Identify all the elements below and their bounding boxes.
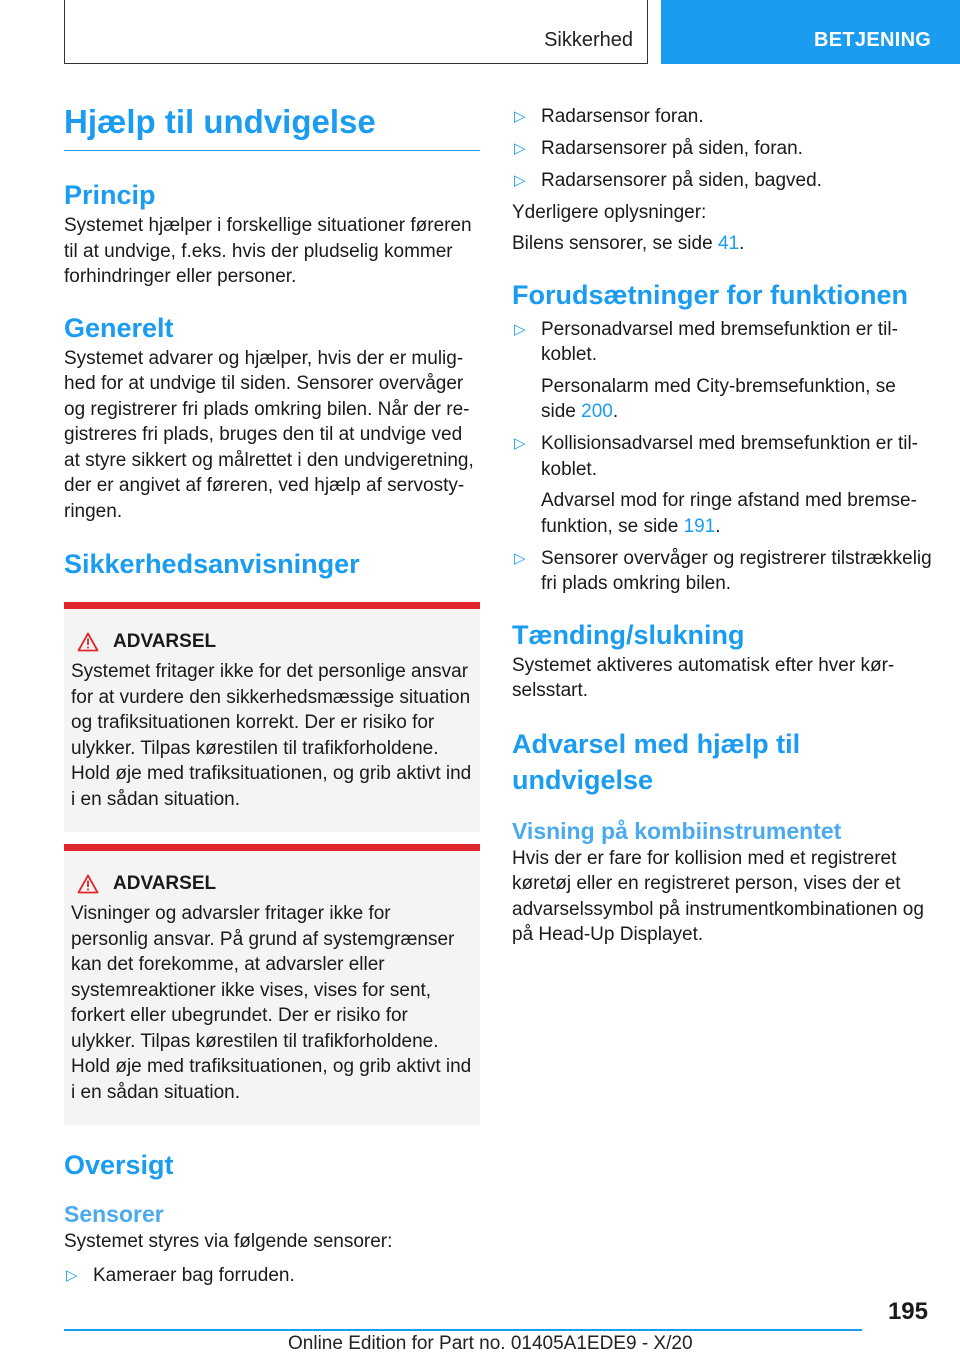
princip-text: Systemet hjælper i forskellige situationer føreren til at undvige, f.eks. hvis der pludselig kommer forhindringer eller personer. xyxy=(64,215,472,287)
header-section-tab xyxy=(64,0,648,64)
princip-heading: Princip xyxy=(64,180,156,210)
generelt-heading: Generelt xyxy=(64,312,174,343)
list-item-reference xyxy=(541,374,932,425)
list-item-reference xyxy=(541,488,932,539)
list-item xyxy=(64,1263,480,1289)
header-section-label: Sikkerhed xyxy=(544,29,633,51)
triangle-bullet-icon: ▷ xyxy=(514,140,526,157)
warning-text: Visninger og advarsler fritager ikke for personlig ansvar. På grund af systemgrænser kan det forekomme, at advarsler eller systemreaktioner ikke vises, vises for sent, forkert eller ubegrundet. Der er risiko for ulykker. Tilpas kørestilen til trafikforholdene. Hold øje med trafiksituationen, og grib aktivt ind i en sådan situation. xyxy=(71,903,472,1103)
list-item-text: Radarsensorer på siden, bagved. xyxy=(541,170,822,191)
list-item-text: Kollisionsadvarsel med bremsefunktion er tilkoblet. xyxy=(541,433,918,480)
page-number: 195 xyxy=(887,1298,928,1325)
warning-box-2 xyxy=(64,844,480,1125)
page-link-200[interactable]: 200 xyxy=(581,401,613,422)
right-column xyxy=(512,104,932,948)
header-chapter-tab xyxy=(661,0,960,64)
footer-edition: Online Edition for Part no. 01405A1EDE9 - X/20 xyxy=(288,1333,693,1354)
list-item-text: Radarsensor foran. xyxy=(541,106,704,127)
reference-text: Personalarm med City-bremsefunktion, se side xyxy=(541,375,896,422)
triangle-bullet-icon: ▷ xyxy=(514,172,526,189)
advarsel-heading: Advarsel med hjælp til undvigelse xyxy=(512,728,801,795)
list-item xyxy=(512,317,932,425)
header-chapter-label: BETJENING xyxy=(814,29,932,51)
warning-title-row xyxy=(71,871,472,897)
generelt-text: Systemet advarer og hjælper, hvis der er mulighed for at undvige til siden. Sensorer overvåger og registrerer fri plads omkring bilen. Når der registreres fri plads, bruges den til at undvige ved at styre sikkert og målrettet i den undvigeretning, der er angivet af føreren, ved hjælp af servostyringen. xyxy=(64,347,474,522)
oversigt-text: Systemet styres via følgende sensorer: xyxy=(64,1231,393,1252)
triangle-bullet-icon: ▷ xyxy=(514,108,526,125)
sensors-reference xyxy=(512,231,932,257)
triangle-bullet-icon: ▷ xyxy=(514,549,526,567)
safety-heading: Sikkerhedsanvisninger xyxy=(64,549,360,579)
warning-title: ADVARSEL xyxy=(113,631,217,652)
advarsel-text: Hvis der er fare for kollision med et registreret køretøj eller en registreret person, vises der et advarselssymbol på instrumentkombinationen og på Head-Up Displayet. xyxy=(512,847,924,945)
sensor-list-left xyxy=(64,1263,480,1289)
list-item-text: Radarsensorer på siden, foran. xyxy=(541,138,803,159)
taending-heading: Tænding/slukning xyxy=(512,619,745,650)
list-item xyxy=(512,104,932,130)
warning-title: ADVARSEL xyxy=(113,873,217,894)
triangle-bullet-icon: ▷ xyxy=(514,435,526,452)
page-title: Hjælp til undvigelse xyxy=(64,100,480,151)
list-item xyxy=(512,546,932,597)
footer-divider xyxy=(64,1329,862,1331)
triangle-bullet-icon: ▷ xyxy=(514,320,526,338)
requirements-list xyxy=(512,317,932,597)
sensor-list-right xyxy=(512,104,932,194)
warning-triangle-icon xyxy=(77,632,99,652)
warning-triangle-icon xyxy=(77,874,99,894)
list-item xyxy=(512,431,932,539)
warning-title-row xyxy=(71,629,472,655)
oversigt-heading: Oversigt xyxy=(64,1150,174,1180)
more-info-label: Yderligere oplysninger: xyxy=(512,201,707,223)
warning-box-1 xyxy=(64,602,480,832)
triangle-bullet-icon: ▷ xyxy=(66,1266,78,1284)
page-link-41[interactable]: 41 xyxy=(717,233,740,254)
taending-text: Systemet aktiveres automatisk efter hver kørselsstart. xyxy=(512,654,895,701)
left-column xyxy=(64,100,480,1288)
reference-text: Advarsel mod for ringe afstand med bremsefunktion, se side xyxy=(541,490,917,537)
warning-text: Systemet fritager ikke for det personlige ansvar for at vurdere den sikkerhedsmæssige situation og trafiksituationen korrekt. Der er risiko for ulykker. Tilpas kørestilen til trafikforholdene. Hold øje med trafiksituationen, og grib aktivt ind i en sådan situation. xyxy=(71,661,472,810)
reference-end: . xyxy=(739,233,745,254)
page-link-191[interactable]: 191 xyxy=(683,515,716,537)
kombiinstrument-subheading: Visning på kombiinstrumentet xyxy=(512,817,842,844)
reference-end: . xyxy=(612,401,619,422)
list-item-text: Personadvarsel med bremsefunktion er tilkoblet. xyxy=(541,318,898,365)
sensorer-subheading: Sensorer xyxy=(64,1201,164,1227)
list-item-text: Sensorer overvåger og registrerer tilstrækkelig fri plads omkring bilen. xyxy=(541,547,932,594)
forudsaetninger-heading: Forudsætninger for funktionen xyxy=(512,279,908,310)
list-item xyxy=(512,168,932,194)
list-item xyxy=(512,136,932,162)
reference-end: . xyxy=(715,515,721,537)
reference-text: Bilens sensorer, se side xyxy=(512,233,718,254)
list-item-text: Kameraer bag forruden. xyxy=(93,1264,295,1286)
